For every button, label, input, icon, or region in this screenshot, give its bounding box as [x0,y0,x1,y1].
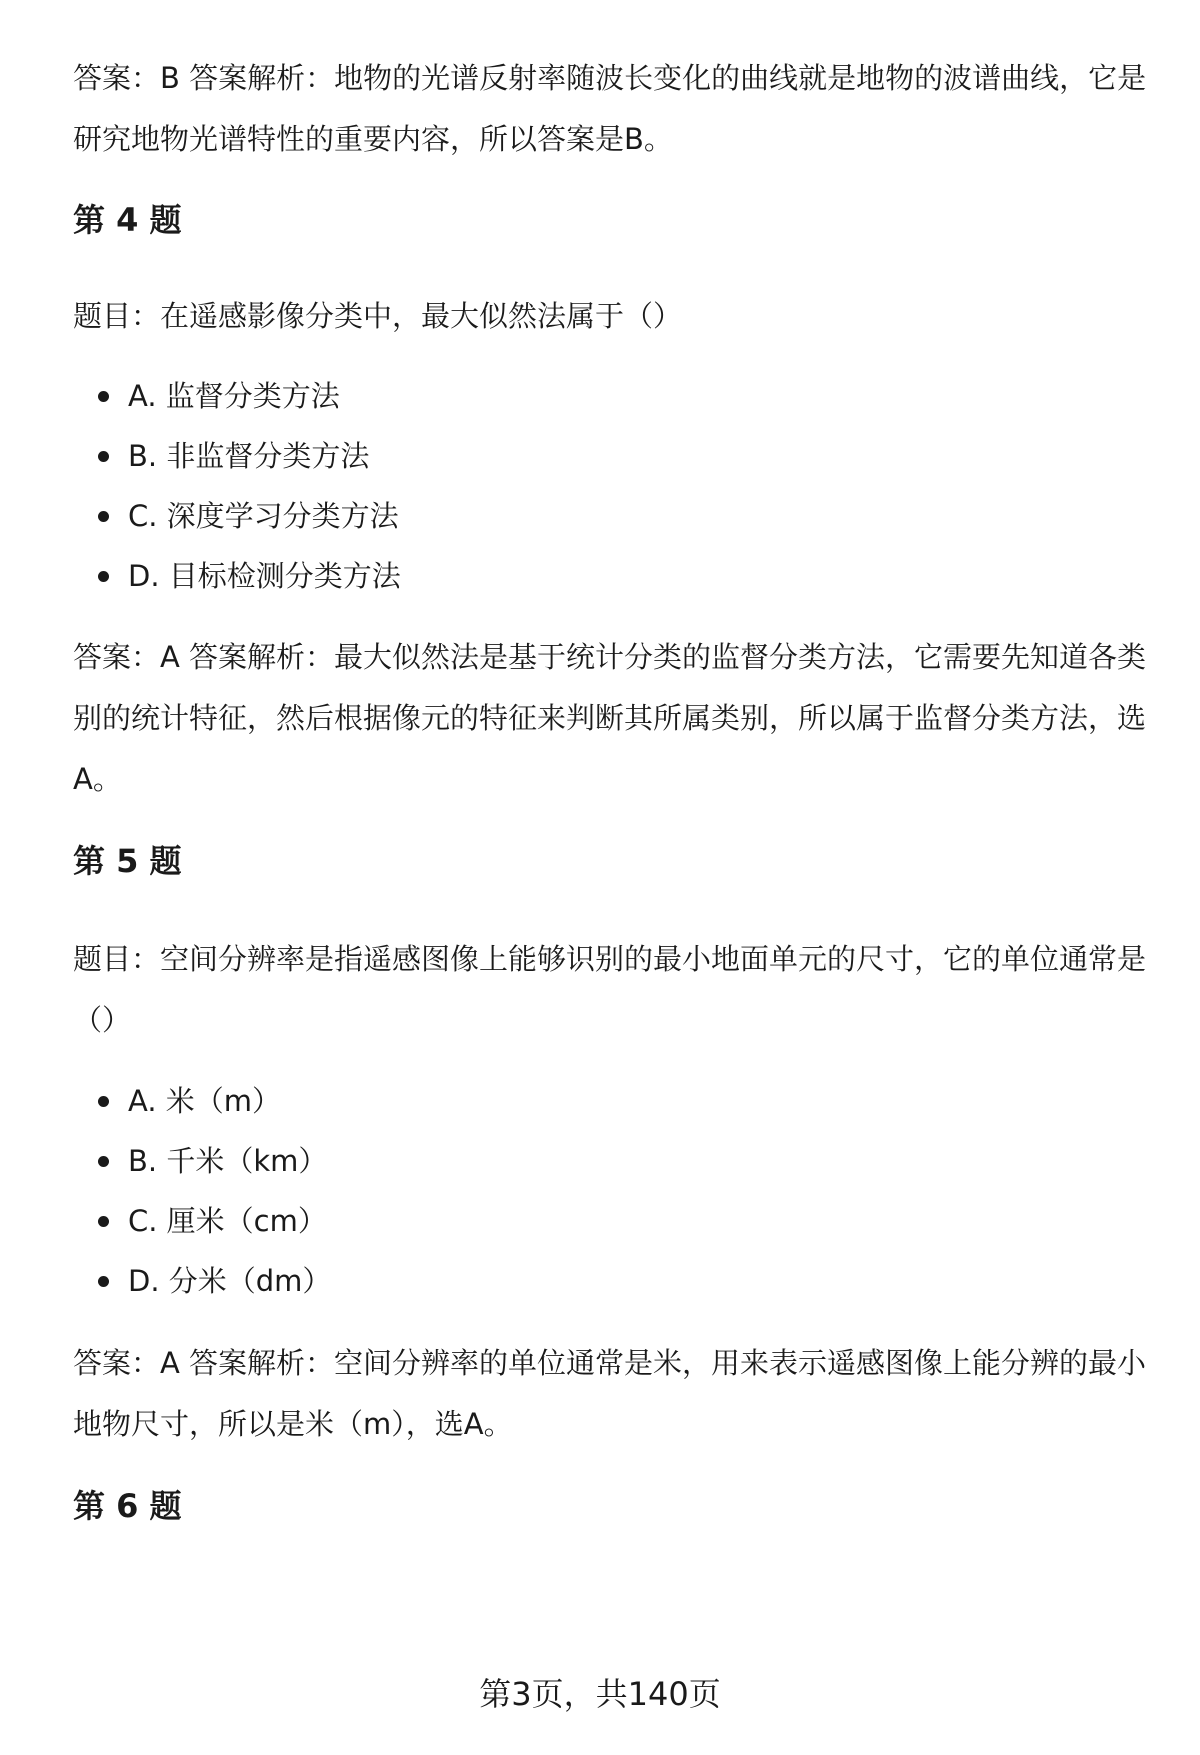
page-footer: 第3页，共140页 [479,1675,721,1713]
q5-answer: 答案：A 答案解析：空间分辨率的单位通常是米，用来表示遥感图像上能分辨的最小地物尺寸，所以是米（m），选A。 [73,1346,1147,1441]
q5-option-b [73,1131,1153,1191]
bullet-icon [98,451,109,462]
q5-question: 题目：空间分辨率是指遥感图像上能够识别的最小地面单元的尺寸，它的单位通常是（） [73,942,1147,1037]
q3-answer: 答案：B 答案解析：地物的光谱反射率随波长变化的曲线就是地物的波谱曲线，它是研究地物光谱特性的重要内容，所以答案是B。 [73,61,1147,156]
bullet-icon [98,571,109,582]
q4-option-a [73,366,1153,426]
q6-heading: 第 6 题 [73,1487,182,1525]
q4-option-b [73,426,1153,486]
option-label: C. 深度学习分类方法 [128,499,399,533]
document-page [73,48,1153,1528]
bullet-icon [98,1216,109,1227]
q4-options [73,366,1153,606]
option-label: B. 非监督分类方法 [128,439,370,473]
bullet-icon [98,1156,109,1167]
bullet-icon [98,511,109,522]
option-label: D. 分米（dm） [128,1264,332,1298]
q5-heading: 第 5 题 [73,842,182,880]
option-label: A. 米（m） [128,1084,282,1118]
q5-option-c [73,1191,1153,1251]
q5-option-a [73,1071,1153,1131]
q4-heading: 第 4 题 [73,201,182,239]
q5-option-d [73,1251,1153,1311]
q4-option-d [73,546,1153,606]
q5-options [73,1071,1153,1311]
bullet-icon [98,391,109,402]
q4-option-c [73,486,1153,546]
option-label: A. 监督分类方法 [128,379,340,413]
bullet-icon [98,1096,109,1107]
option-label: C. 厘米（cm） [128,1204,327,1238]
q4-answer: 答案：A 答案解析：最大似然法是基于统计分类的监督分类方法，它需要先知道各类别的统计特征，然后根据像元的特征来判断其所属类别，所以属于监督分类方法，选A。 [73,640,1147,796]
bullet-icon [98,1276,109,1287]
option-label: D. 目标检测分类方法 [128,559,401,593]
option-label: B. 千米（km） [128,1144,328,1178]
q4-question: 题目：在遥感影像分类中，最大似然法属于（） [73,299,683,333]
